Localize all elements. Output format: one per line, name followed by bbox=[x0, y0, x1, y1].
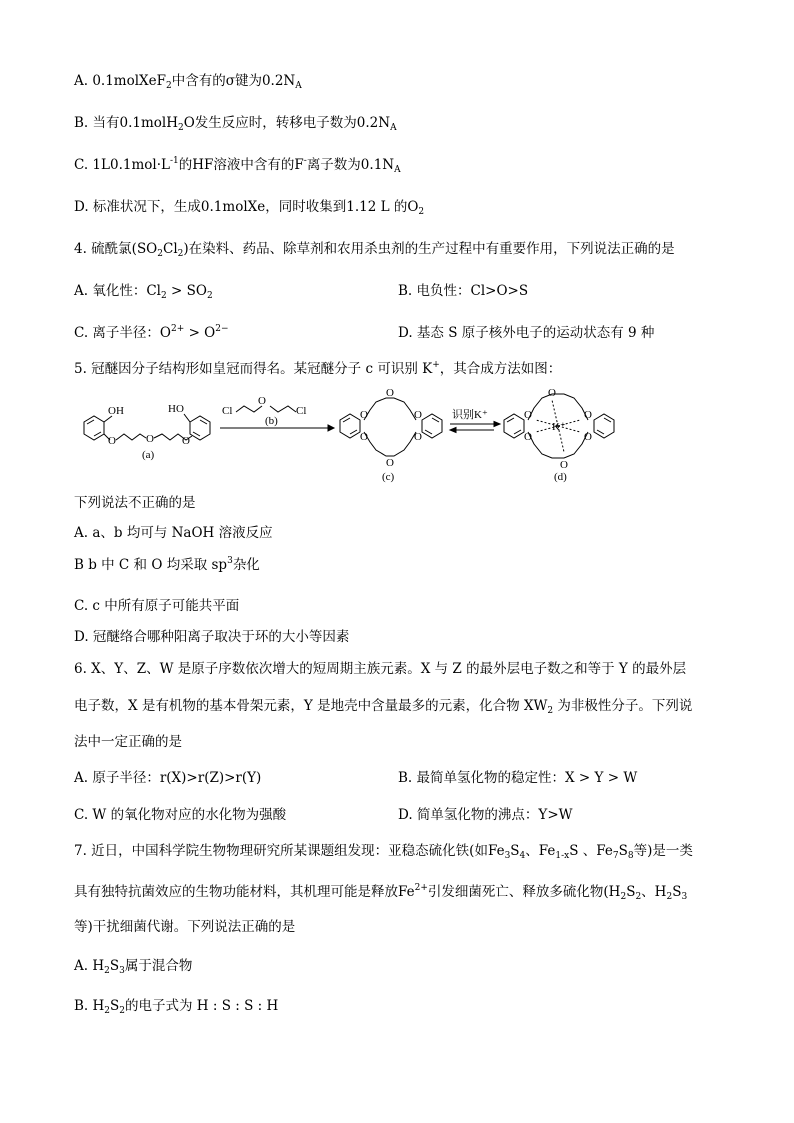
q3-option-c: C. $1L0.1mol\cdot L^{-1}$的HF溶液中含有的F-离子数为$0.1N_A$ bbox=[74, 156, 401, 175]
o-atom: O bbox=[584, 431, 592, 443]
q4-option-a: A. 氧化性：$Cl_2 > SO_2$ bbox=[74, 283, 213, 301]
o-atom: O bbox=[146, 433, 154, 445]
q4-option-c: C. 离子半径：$O^{2+} > O^{2-}$ bbox=[74, 324, 229, 341]
benzene-ring-a-left bbox=[84, 416, 104, 440]
o-atom: O bbox=[386, 457, 394, 469]
benzene-ring-d-right bbox=[594, 414, 614, 438]
q5-option-c: C. c 中所有原子可能共平面 bbox=[74, 598, 240, 614]
reaction-scheme-diagram bbox=[70, 384, 630, 484]
oh-label: OH bbox=[108, 405, 124, 417]
q6-stem-line-1: 6. X、Y、Z、W 是原子序数依次增大的短周期主族元素。X 与 Z 的最外层电子数之和等于 Y 的最外层 bbox=[74, 661, 687, 677]
o-atom: O bbox=[414, 431, 422, 443]
ho-label: HO bbox=[168, 403, 184, 415]
q6-option-c: C. W 的氧化物对应的水化物为强酸 bbox=[74, 807, 287, 823]
o-atom: O bbox=[386, 387, 394, 399]
label-c: (c) bbox=[382, 471, 395, 483]
q7-stem-line-3: 等)干扰细菌代谢。下列说法正确的是 bbox=[74, 919, 296, 935]
cl-label: Cl bbox=[222, 405, 233, 417]
o-atom: O bbox=[524, 409, 532, 421]
o-atom: O bbox=[360, 409, 368, 421]
crown-ether-synthesis-figure bbox=[70, 384, 630, 484]
q6-stem-line-3: 法中一定正确的是 bbox=[74, 734, 182, 750]
o-atom: O bbox=[560, 459, 568, 471]
q7-option-a: A. $H_2S_3$属于混合物 bbox=[74, 958, 193, 976]
o-atom: O bbox=[360, 431, 368, 443]
q5-option-b: B b 中 C 和 O 均采取 $sp^3$杂化 bbox=[74, 556, 260, 573]
q6-stem-line-2: 电子数，X 是有机物的基本骨架元素，Y 是地壳中含量最多的元素，化合物 $XW_2$ 为非极性分子。下列说 bbox=[74, 698, 693, 716]
q3-option-d: D. 标准状况下，生成0.1molXe，同时收集到1.12 L 的$O_2$ bbox=[74, 199, 425, 217]
q5-question: 下列说法不正确的是 bbox=[74, 495, 196, 511]
potassium-ion-label: K⁺ bbox=[552, 421, 566, 433]
benzene-ring-a-right bbox=[190, 416, 210, 440]
o-atom: O bbox=[182, 435, 190, 447]
q7-stem-line-2: 具有独特抗菌效应的生物功能材料，其机理可能是释放$Fe^{2+}$引发细菌死亡、释放多硫化物($H_2S_2$、$H_2S_3$ bbox=[74, 883, 688, 902]
q5-option-d: D. 冠醚络合哪种阳离子取决于环的大小等因素 bbox=[74, 629, 350, 645]
o-atom: O bbox=[584, 409, 592, 421]
q4-option-b: B. 电负性：Cl>O>S bbox=[398, 283, 529, 299]
cl-label: Cl bbox=[296, 405, 307, 417]
o-atom: O bbox=[524, 431, 532, 443]
benzene-ring-d-left bbox=[504, 414, 524, 438]
q5-stem: 5. 冠醚因分子结构形如皇冠而得名。某冠醚分子 c 可识别 K+，其合成方法如图： bbox=[74, 360, 562, 377]
benzene-ring-c-right bbox=[422, 414, 442, 438]
o-atom: O bbox=[258, 395, 266, 407]
q4-option-d: D. 基态 S 原子核外电子的运动状态有 9 种 bbox=[398, 325, 655, 341]
o-atom: O bbox=[108, 435, 116, 447]
q3-option-a: A. 0.1molXeF$_2$中含有的σ键为$0.2N_A$ bbox=[74, 73, 302, 91]
q6-option-a: A. 原子半径：r(X)>r(Z)>r(Y) bbox=[74, 770, 262, 786]
label-d: (d) bbox=[554, 471, 567, 483]
benzene-ring-c-left bbox=[340, 414, 360, 438]
q6-option-d: D. 简单氢化物的沸点：Y>W bbox=[398, 807, 573, 823]
o-atom: O bbox=[548, 387, 556, 399]
label-a: (a) bbox=[142, 449, 155, 461]
q3-option-b: B. 当有0.1molH$_2$O发生反应时，转移电子数为$0.2N_A$ bbox=[74, 115, 397, 133]
q4-stem: 4. 硫酰氯$(SO_2Cl_2)$在染料、药品、除草剂和农用杀虫剂的生产过程中有重要作用，下列说法正确的是 bbox=[74, 241, 675, 259]
o-atom: O bbox=[414, 409, 422, 421]
recognize-k-label: 识别K⁺ bbox=[452, 409, 488, 421]
q5-option-a: A. a、b 均可与 NaOH 溶液反应 bbox=[74, 525, 273, 541]
q7-stem-line-1: 7. 近日，中国科学院生物物理研究所某课题组发现：亚稳态硫化铁(如$Fe_3S_4$、$Fe_{1-x}S$ 、$Fe_7S_8$等)是一类 bbox=[74, 843, 693, 861]
q6-option-b: B. 最简单氢化物的稳定性：X > Y > W bbox=[398, 770, 638, 786]
label-b: (b) bbox=[265, 415, 278, 427]
q7-option-b: B. $H_2S_2$的电子式为 H : S : S : H bbox=[74, 998, 279, 1016]
